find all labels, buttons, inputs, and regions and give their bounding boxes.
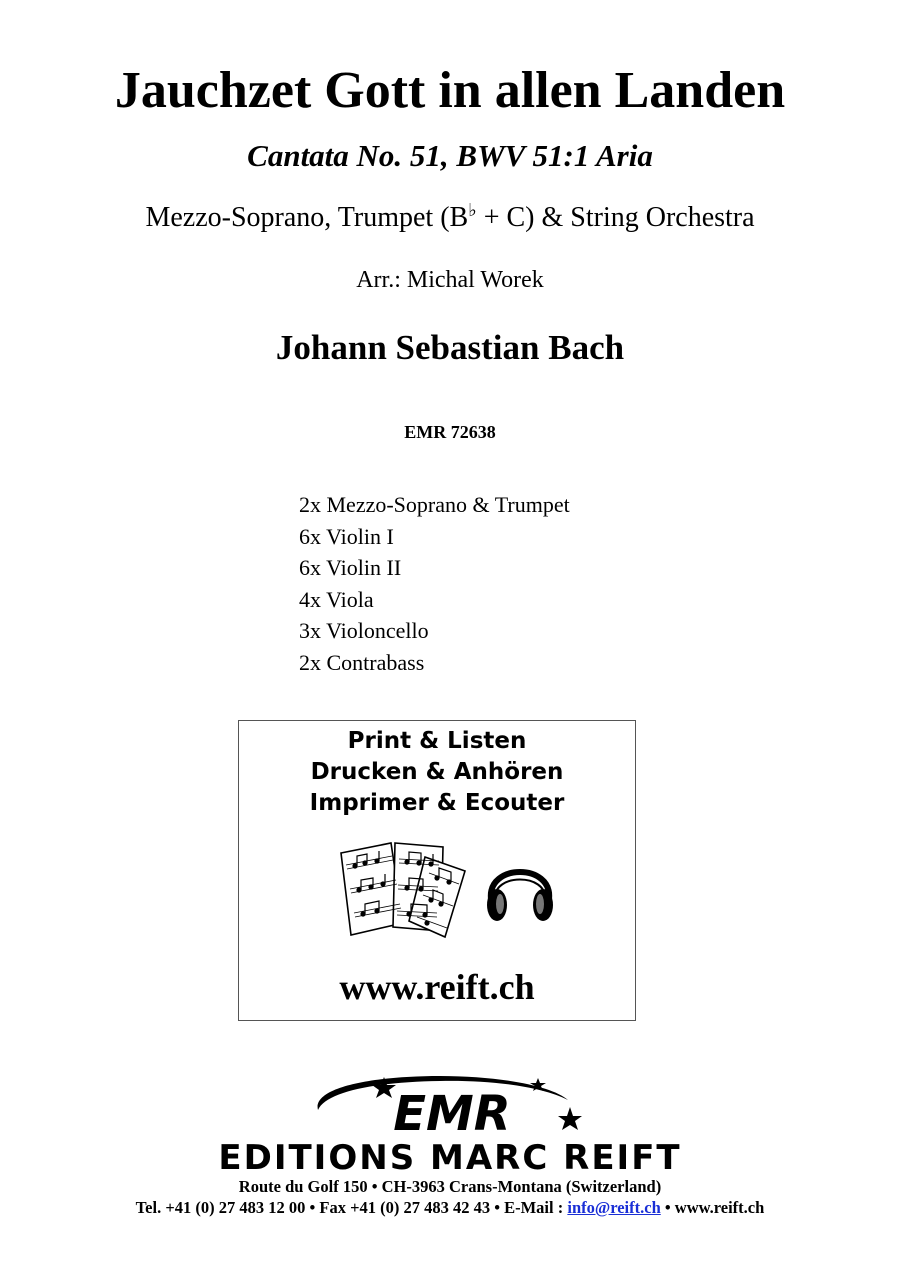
publisher-name: EDITIONS MARC REIFT (218, 1138, 682, 1178)
headphones-icon (483, 849, 557, 925)
part-item: 2x Contrabass (299, 649, 425, 675)
print-listen-line: Print & Listen (347, 728, 527, 754)
instrumentation-before: Mezzo-Soprano, Trumpet (B (145, 202, 469, 233)
print-listen-box (238, 720, 636, 1021)
part-item: 3x Violoncello (299, 618, 429, 644)
flat-sign: ♭ (468, 200, 477, 220)
part-item: 6x Violin I (299, 523, 394, 549)
part-item: 4x Viola (299, 586, 374, 612)
publisher-contact (0, 1197, 900, 1219)
email-link[interactable]: info@reift.ch (567, 1198, 661, 1217)
catalog-number: EMR 72638 (404, 422, 496, 442)
instrumentation (0, 198, 900, 238)
contact-tail: • www.reift.ch (660, 1198, 765, 1217)
subtitle: Cantata No. 51, BWV 51:1 Aria (247, 138, 653, 173)
instrumentation-after: + C) & String Orchestra (476, 202, 755, 233)
sheet-music-icon (337, 839, 469, 939)
composer: Johann Sebastian Bach (275, 328, 625, 367)
print-listen-line: Imprimer & Ecouter (309, 790, 565, 816)
part-item: 6x Violin II (299, 555, 402, 581)
print-listen-line: Drucken & Anhören (310, 759, 564, 785)
publisher-address: Route du Golf 150 • CH-3963 Crans-Montana (Switzerland) (238, 1177, 662, 1196)
emr-logo (300, 1074, 590, 1138)
arranger: Arr.: Michal Worek (356, 267, 544, 293)
tel-fax: Tel. +41 (0) 27 483 12 00 • Fax +41 (0) 27 483 42 43 • E-Mail : (135, 1198, 568, 1217)
parts-list (299, 489, 570, 679)
logo-text: EMR (393, 1086, 511, 1138)
part-item: 2x Mezzo-Soprano & Trumpet (299, 492, 570, 517)
website-label: www.reift.ch (339, 967, 535, 1007)
page-title: Jauchzet Gott in allen Landen (114, 62, 786, 119)
